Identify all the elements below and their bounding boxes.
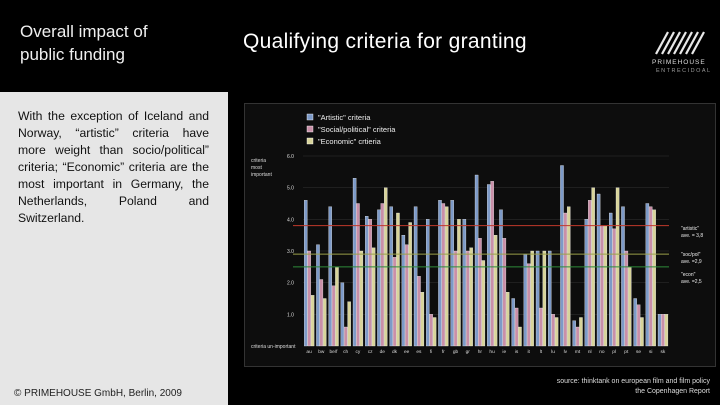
x-tick-label: be/f <box>329 350 338 355</box>
bar <box>426 219 429 346</box>
y-axis-top-label: important <box>251 172 272 178</box>
x-tick-label: se <box>635 350 642 355</box>
x-tick-label: es <box>416 350 422 355</box>
x-tick-label: au <box>306 350 312 355</box>
bar <box>613 229 616 346</box>
bar-chart <box>245 104 715 366</box>
bar <box>335 267 338 346</box>
bar <box>658 314 661 346</box>
bar <box>457 219 460 346</box>
y-tick-label: 4.0 <box>287 217 294 224</box>
bar <box>304 200 307 346</box>
copyright-footer: © PRIMEHOUSE GmbH, Berlin, 2009 <box>0 382 228 405</box>
x-tick-label: no <box>599 350 605 355</box>
legend-label: "Social/political" criteria <box>318 125 396 134</box>
bar <box>524 254 527 346</box>
logo-subtitle: ENTRECIDOAL <box>656 68 712 74</box>
y-axis-top-label: criteria <box>251 158 267 164</box>
bar <box>640 318 643 347</box>
bar <box>539 308 542 346</box>
source-line1: source: thinktank on european film and film policy <box>556 378 710 385</box>
average-label: ave. = 3,8 <box>681 233 704 239</box>
bar <box>341 283 344 346</box>
bar <box>604 226 607 346</box>
bar <box>390 207 393 346</box>
bar <box>649 207 652 346</box>
x-tick-label: hu <box>489 350 495 355</box>
bar <box>308 251 311 346</box>
bar <box>451 200 454 346</box>
bar <box>588 200 591 346</box>
bar <box>417 276 420 346</box>
source-line2: the Copenhagen Report <box>635 388 710 395</box>
legend-swatch <box>307 126 313 132</box>
bar <box>442 204 445 347</box>
x-tick-label: nl <box>587 350 592 355</box>
bar <box>628 267 631 346</box>
logo-wordmark: PRIMEHOUSE <box>652 59 706 66</box>
bar <box>600 226 603 346</box>
bar <box>466 251 469 346</box>
bar <box>430 314 433 346</box>
bar <box>454 251 457 346</box>
bar <box>311 295 314 346</box>
x-tick-label: ch <box>343 350 349 355</box>
average-label: ave. =2,5 <box>681 279 702 285</box>
bar <box>573 321 576 346</box>
chart-frame <box>244 103 716 367</box>
x-tick-label: sk <box>660 350 666 355</box>
bar <box>637 305 640 346</box>
bar <box>323 299 326 347</box>
x-tick-label: ie <box>502 350 507 355</box>
bar <box>414 207 417 346</box>
bar <box>402 235 405 346</box>
bar <box>515 308 518 346</box>
x-tick-label: bw <box>318 350 325 355</box>
bar <box>353 178 356 346</box>
bar <box>377 210 380 346</box>
bar <box>621 207 624 346</box>
bar <box>634 299 637 347</box>
legend-swatch <box>307 114 313 120</box>
x-tick-label: lv <box>563 350 568 355</box>
bar <box>433 318 436 347</box>
legend-label: "Artistic" criteria <box>318 113 371 122</box>
bar <box>405 245 408 346</box>
bar <box>560 166 563 347</box>
x-tick-label: fi <box>429 350 433 355</box>
bar <box>329 207 332 346</box>
x-tick-label: lu <box>551 350 555 355</box>
bar <box>372 248 375 346</box>
average-label: "artistic" <box>681 226 699 232</box>
bar <box>646 204 649 347</box>
bar <box>585 219 588 346</box>
x-tick-label: gb <box>452 350 459 355</box>
bar <box>665 314 668 346</box>
x-tick-label: it <box>527 350 530 355</box>
summary-text-box <box>16 92 209 362</box>
bar <box>396 213 399 346</box>
y-tick-label: 5.0 <box>287 185 294 192</box>
x-tick-label: ee <box>404 350 410 355</box>
x-tick-label: cz <box>367 350 373 355</box>
bar <box>487 185 490 347</box>
x-tick-label: cy <box>355 350 361 355</box>
bar <box>527 264 530 346</box>
average-label: "soc/pol" <box>681 252 701 258</box>
x-tick-label: gr <box>465 350 470 355</box>
bar <box>409 223 412 347</box>
x-tick-label: mt <box>574 350 581 355</box>
x-tick-label: hr <box>477 350 483 355</box>
bar <box>421 292 424 346</box>
bar <box>348 302 351 346</box>
y-tick-label: 1.0 <box>287 312 294 319</box>
bar <box>512 299 515 347</box>
bar <box>506 292 509 346</box>
bar <box>531 251 534 346</box>
bar <box>491 181 494 346</box>
section-title-line1: Overall impact of <box>20 22 148 41</box>
bar <box>316 245 319 346</box>
bar <box>653 210 656 346</box>
average-label: "econ" <box>681 272 696 278</box>
source-note <box>470 377 710 397</box>
bar <box>536 251 539 346</box>
x-tick-label: dk <box>391 350 398 355</box>
bar <box>576 327 579 346</box>
bar <box>365 216 368 346</box>
bar <box>438 200 441 346</box>
bar <box>470 248 473 346</box>
bar <box>564 213 567 346</box>
average-label: ave. =2,9 <box>681 259 702 265</box>
bar <box>609 213 612 346</box>
bar <box>579 318 582 347</box>
legend-label: "Economic" crtieria <box>318 137 381 146</box>
bar <box>482 261 485 347</box>
legend-swatch <box>307 138 313 144</box>
bar <box>597 194 600 346</box>
y-tick-label: 2.0 <box>287 280 294 287</box>
bar <box>344 327 347 346</box>
bar <box>463 219 466 346</box>
bar <box>555 318 558 347</box>
bar <box>369 219 372 346</box>
section-title-line2: public funding <box>20 45 125 64</box>
x-tick-label: si <box>648 350 653 355</box>
bar <box>548 251 551 346</box>
bar <box>625 251 628 346</box>
bar <box>494 235 497 346</box>
x-tick-label: pt <box>624 350 629 355</box>
bar <box>567 207 570 346</box>
bar <box>381 204 384 347</box>
x-tick-label: de <box>379 350 385 355</box>
y-tick-label: 6.0 <box>287 154 294 160</box>
y-tick-label: 3.0 <box>287 249 294 255</box>
y-axis-top-label: most <box>251 165 262 171</box>
bar <box>518 327 521 346</box>
x-tick-label: is <box>514 350 519 355</box>
y-axis-bottom-label: criteria un-important <box>251 344 296 350</box>
bar <box>661 314 664 346</box>
bar <box>445 207 448 346</box>
bar <box>393 257 396 346</box>
bar <box>552 314 555 346</box>
x-tick-label: pl <box>612 350 616 355</box>
summary-text: With the exception of Iceland and Norway, “artistic” criteria have more weight than socio/political” criteria; “Economic” criteria are the most important in Germany, the Netherlands, Poland and Switzerland. <box>18 109 209 225</box>
x-tick-label: lt <box>539 350 543 355</box>
bar <box>320 280 323 347</box>
bar <box>499 210 502 346</box>
bar <box>356 204 359 347</box>
section-title <box>20 20 220 66</box>
x-tick-label: fr <box>441 350 445 355</box>
bar <box>543 251 546 346</box>
bar <box>475 175 478 346</box>
bar <box>360 251 363 346</box>
slide-title: Qualifying criteria for granting <box>243 30 527 53</box>
bar <box>332 286 335 346</box>
